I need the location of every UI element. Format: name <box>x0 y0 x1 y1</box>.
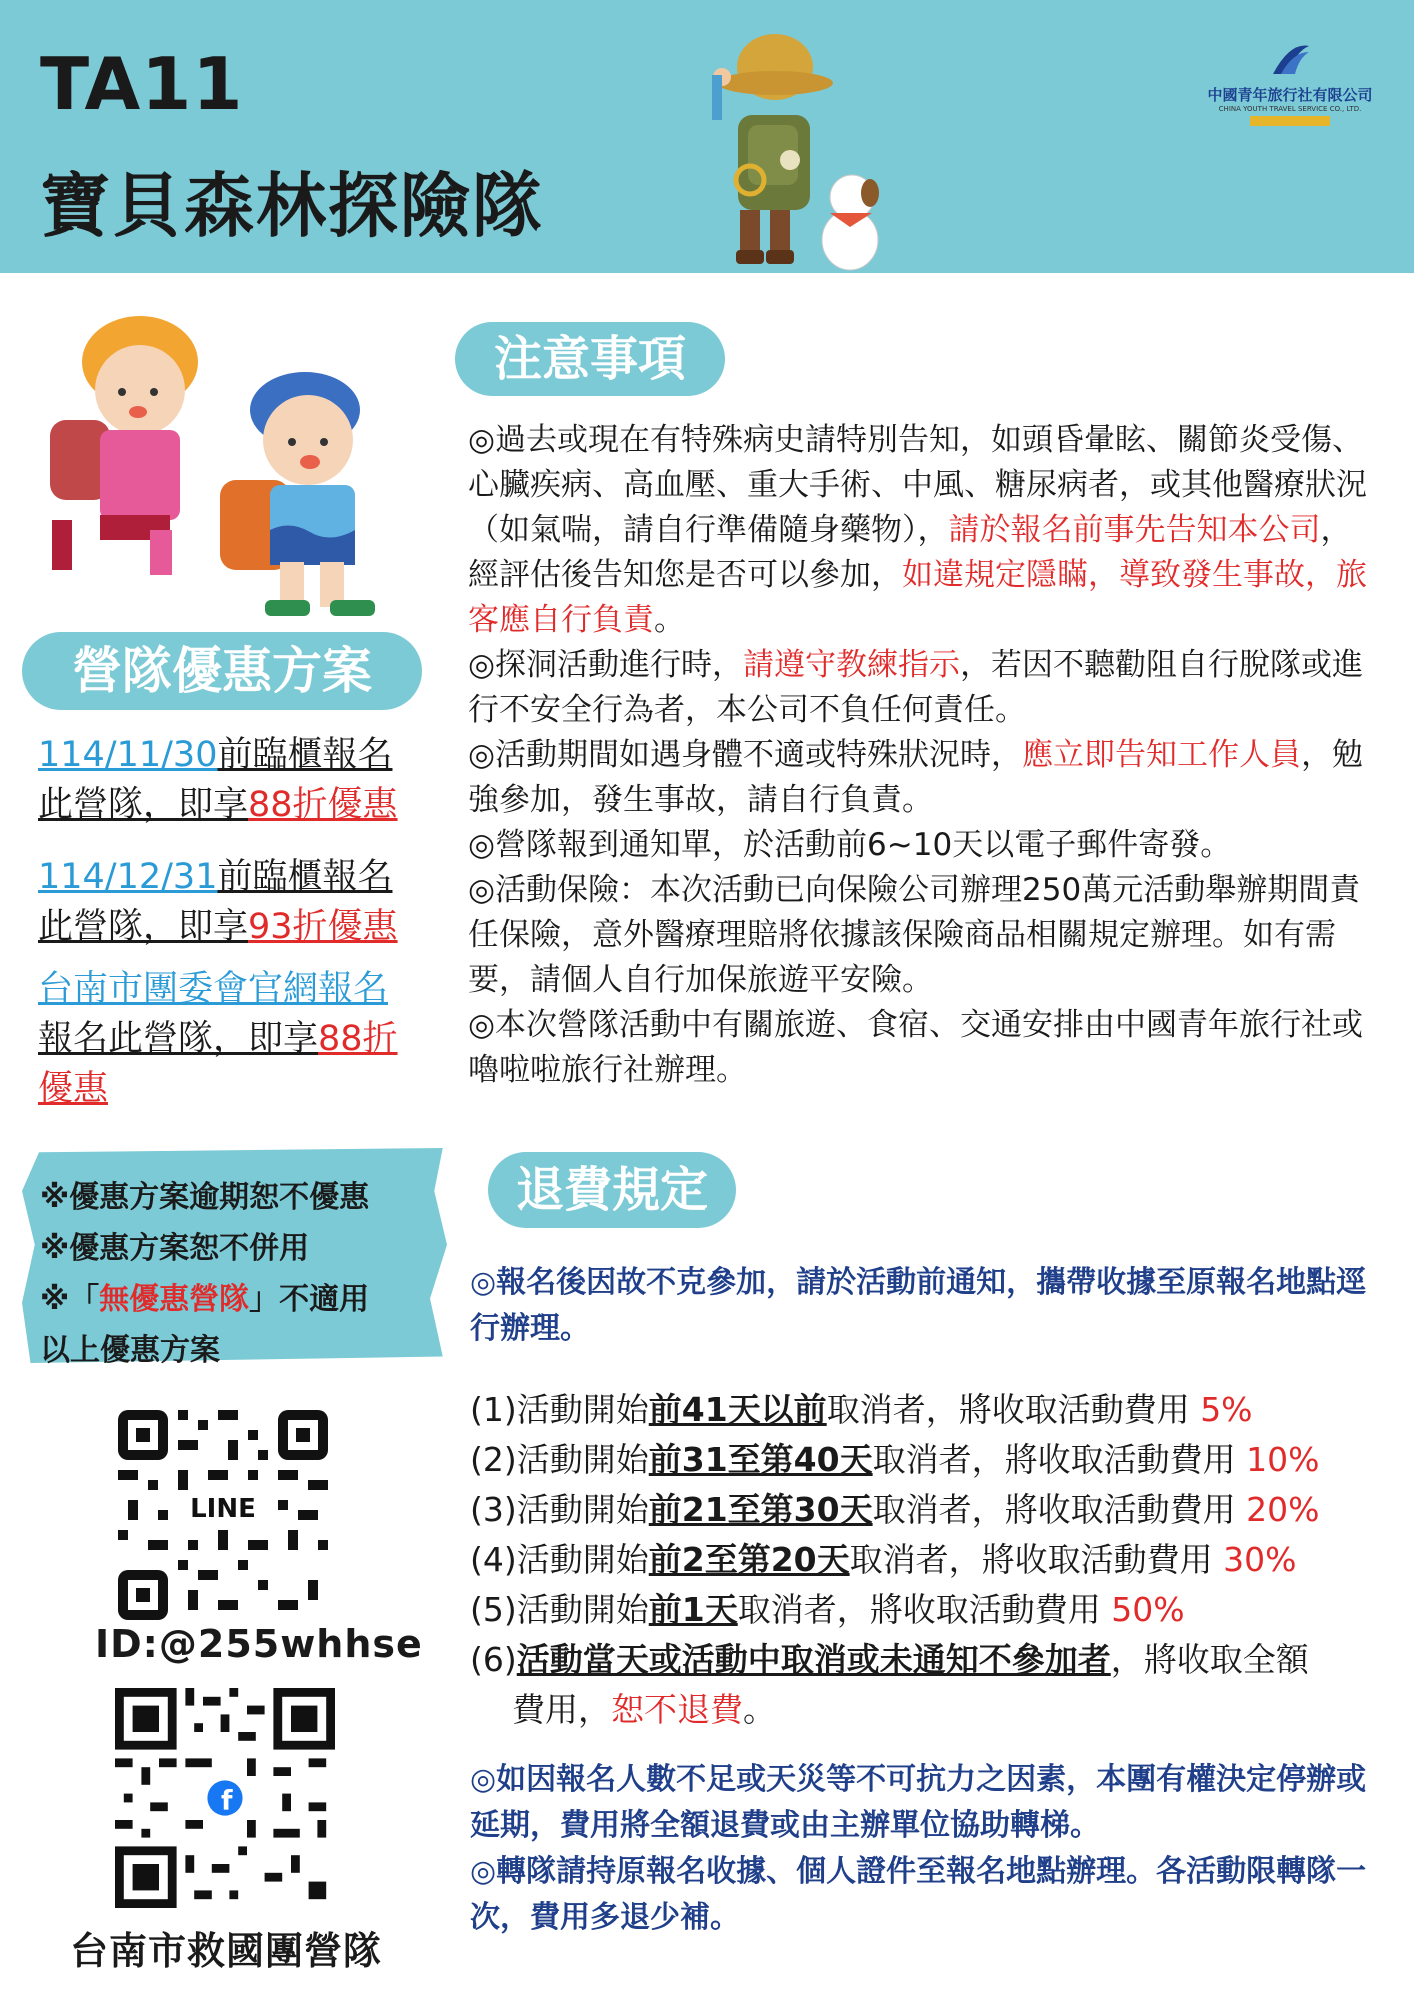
promo-1-date: 114/11/30 <box>38 735 218 775</box>
note-illness-warning: 應立即告知工作人員 <box>1022 737 1302 773</box>
promo-3-text: 報名此營隊，即享 <box>38 1019 319 1059</box>
promo-item-2 <box>38 852 398 952</box>
logo-english-name: CHINA YOUTH TRAVEL SERVICE CO., LTD. <box>1218 105 1362 113</box>
promo-2-text2: 此營隊，即享 <box>38 907 249 947</box>
line-qr-code[interactable] <box>118 1410 328 1620</box>
note-health-text: ◎過去或現在有特殊病史請特別告知，如頭昏暈眩、關節炎受傷、心臟疾病、高血壓、重大手術、中風、糖尿病者，或其他醫療狀況（如氣喘，請自行準備隨身藥物）， <box>468 422 1367 548</box>
disclaimer-text <box>40 1172 369 1376</box>
logo-chinese-name: 中國青年旅行社有限公司 <box>1207 86 1373 104</box>
notes-heading: 注意事項 <box>455 322 725 396</box>
disclaimer-line-4: 以上優惠方案 <box>40 1333 220 1368</box>
refund-item: (1)活動開始前41天以前取消者，將收取活動費用 5% <box>470 1390 1253 1429</box>
note-caving-text2: ，若因不聽勸阻自行脫隊或進行不安全行為者，本公司不負任何責任。 <box>468 647 1364 728</box>
promo-2-date: 114/12/31 <box>38 857 218 897</box>
refund-item: (2)活動開始前31至第40天取消者，將收取活動費用 10% <box>470 1440 1320 1479</box>
hiking-kids-illustration <box>30 300 400 620</box>
refund-intro: ◎報名後因故不克參加，請於活動前通知，攜帶收據至原報名地點逕行辦理。 <box>470 1265 1367 1346</box>
note-health <box>468 418 1380 643</box>
disclaimer-line-3-pre: ※「 <box>40 1282 100 1317</box>
course-code: TA11 <box>40 42 244 126</box>
explorer-kid-illustration <box>700 25 890 275</box>
note-insurance: ◎活動保險：本次活動已向保險公司辦理250萬元活動舉辦期間責任保險，意外醫療理賠將依據該保險商品相關規定辦理。如有需要，請個人自行加保旅遊平安險。 <box>468 872 1361 998</box>
disclaimer-line-2: ※優惠方案恕不併用 <box>40 1231 310 1266</box>
promo-1-discount: 88折優惠 <box>248 785 398 825</box>
note-travel-agency: ◎本次營隊活動中有關旅遊、食宿、交通安排由中國青年旅行社或嚕啦啦旅行社辦理。 <box>468 1007 1364 1088</box>
promo-1-text2: 此營隊，即享 <box>38 785 249 825</box>
disclaimer-no-discount-camp: 無優惠營隊 <box>99 1282 250 1317</box>
line-qr-label: LINE <box>190 1494 256 1524</box>
refund-transfer-rule: ◎轉隊請持原報名收據、個人證件至報名地點辦理。各活動限轉隊一次，費用多退少補。 <box>470 1854 1367 1935</box>
note-illness <box>468 733 1380 823</box>
no-refund-text: 恕不退費 <box>611 1690 743 1729</box>
organizer-name: 台南市救國團營隊 <box>70 1929 383 1973</box>
refund-force-majeure: ◎如因報名人數不足或天災等不可抗力之因素，本團有權決定停辦或延期，費用將全額退費或由主辦單位協助轉梯。 <box>470 1762 1367 1843</box>
promo-1-text1: 前臨櫃報名 <box>217 735 393 775</box>
promo-2-discount: 93折優惠 <box>248 907 398 947</box>
disclaimer-line-3-post: 」不適用 <box>249 1282 370 1317</box>
promo-2-text1: 前臨櫃報名 <box>217 857 393 897</box>
svg-text:f: f <box>221 1785 233 1817</box>
refund-item-same-day: (6)活動當天或活動中取消或未通知不參加者，將收取全額 <box>470 1640 1309 1679</box>
promo-3-discount: 88折 <box>318 1019 398 1059</box>
promo-3-link[interactable]: 台南市團委會官網報名 <box>38 969 389 1009</box>
refund-item: (4)活動開始前2至第20天取消者，將收取活動費用 30% <box>470 1540 1297 1579</box>
note-health-notify: 請於報名前事先告知本公司 <box>948 512 1321 548</box>
note-health-end: 。 <box>654 602 685 638</box>
logo-band <box>1250 116 1330 126</box>
disclaimer-line-1: ※優惠方案逾期恕不優惠 <box>40 1180 370 1215</box>
company-logo <box>1190 40 1390 126</box>
notes-body <box>468 418 1380 1093</box>
refund-item-same-day-cont: 費用，恕不退費。 <box>512 1690 776 1729</box>
refund-list <box>470 1385 1380 1735</box>
refund-heading: 退費規定 <box>488 1152 736 1228</box>
refund-item: (5)活動開始前1天取消者，將收取活動費用 50% <box>470 1590 1185 1629</box>
note-illness-text2: ，勉強參加，發生事故，請自行負責。 <box>468 737 1364 818</box>
promo-3-discount-end: 優惠 <box>38 1069 109 1109</box>
promo-heading: 營隊優惠方案 <box>22 632 422 710</box>
refund-item: (3)活動開始前21至第30天取消者，將收取活動費用 20% <box>470 1490 1320 1529</box>
refund-tail <box>470 1757 1375 1941</box>
note-checkin: ◎營隊報到通知單，於活動前6~10天以電子郵件寄發。 <box>468 827 1232 863</box>
note-caving-text: ◎探洞活動進行時， <box>468 647 744 683</box>
note-health-warning: 如違規定隱瞞，導致發生事故，旅客應自行負責 <box>468 557 1367 638</box>
note-illness-text: ◎活動期間如遇身體不適或特殊狀況時， <box>468 737 1023 773</box>
note-caving-warning: 請遵守教練指示 <box>743 647 961 683</box>
note-health-text2: ，經評估後告知您是否可以參加， <box>468 512 1352 593</box>
page-title: 寶貝森林探險隊 <box>40 165 544 247</box>
line-id: ID:@255whhse <box>95 1622 423 1666</box>
promo-item-3 <box>38 964 398 1114</box>
note-caving <box>468 643 1380 733</box>
promo-item-1 <box>38 730 398 830</box>
cyts-logo-icon <box>1265 40 1315 80</box>
facebook-qr-code[interactable] <box>115 1688 335 1908</box>
